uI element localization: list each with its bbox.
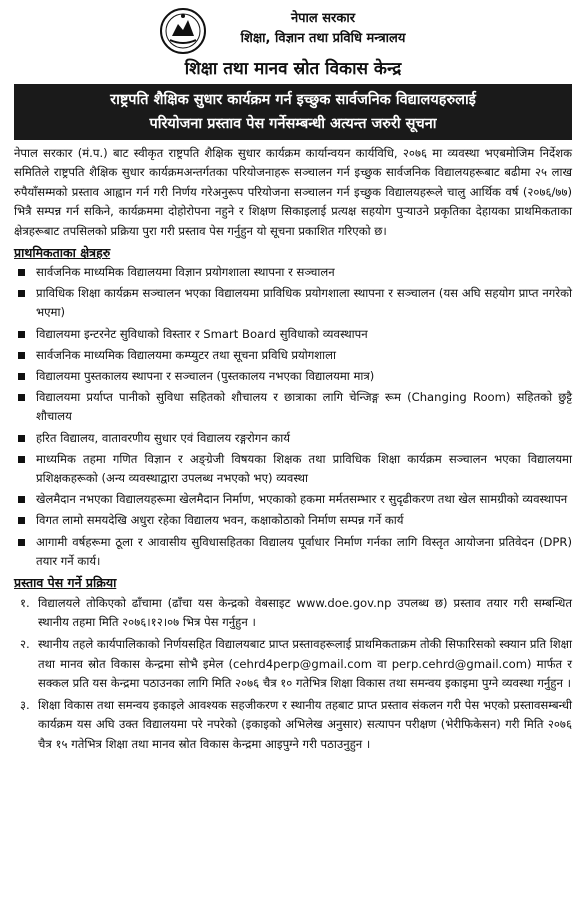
list-item: सार्वजनिक माध्यमिक विद्यालयमा कम्प्युटर तथा सूचना प्रविधि प्रयोगशाला: [14, 346, 572, 365]
list-item: विद्यालयमा इन्टरनेट सुविधाको विस्तार र Smart Board सुविधाको व्यवस्थापन: [14, 325, 572, 344]
bullet-square-icon: [18, 539, 25, 546]
header: [10, 0, 576, 84]
list-item: विगत लामो समयदेखि अधुरा रहेका विद्यालय भवन, कक्षाकोठाको निर्माण सम्पन्न गर्ने कार्य: [14, 511, 572, 530]
list-item: सार्वजनिक माध्यमिक विद्यालयमा विज्ञान प्रयोगशाला स्थापना र सञ्चालन: [14, 263, 572, 282]
bullet-square-icon: [18, 331, 25, 338]
bullet-square-icon: [18, 517, 25, 524]
government-name: नेपाल सरकार: [290, 11, 356, 26]
banner-line-2: परियोजना प्रस्ताव पेस गर्नेसम्बन्धी अत्यन्त जरुरी सूचना: [149, 116, 437, 132]
list-item: विद्यालयमा पुस्तकालय स्थापना र सञ्चालन (पुस्तकालय नभएका विद्यालयमा मात्र): [14, 367, 572, 386]
intro-paragraph: नेपाल सरकार (मं.प.) बाट स्वीकृत राष्ट्रपति शैक्षिक सुधार कार्यक्रम कार्यान्वयन कार्यविधि, २०७६ मा व्यवस्था भएबमोजिम निर्देशक समितिले राष्ट्रपति शैक्षिक सुधार कार्यक्रमअन्तर्गतका परियोजनाहरू सञ्चालन गर्न इच्छुक सार्वजनिक विद्यालयहरूबाट बढीमा २५ लाख रुपैयाँसम्मको प्रस्ताव आह्वान गर्न गरी निर्णय गरेअनुरूप परियोजना सञ्चालन गर्न इच्छुक विद्यालयहरूले चालु आर्थिक वर्ष (२०७६/७७) भित्रै सम्पन्न गर्न सकिने, कार्यक्रममा दोहोरोपना नहुने र शिक्षण सिकाइलाई प्रत्यक्ष सहयोग पुऱ्याउने प्रकृतिका देहायका प्राथमिकताका क्षेत्रहरूबाट तपसिलको प्रक्रिया पुरा गरी प्रस्ताव पेस गर्नुहुन यो सूचना प्रकाशित गरिएको छ।: [14, 146, 572, 238]
bullet-square-icon: [18, 496, 25, 503]
list-item: विद्यालयमा प्रर्याप्त पानीको सुविधा सहितको शौचालय र छात्राका लागि चेन्जिङ्ग रूम (Changing Room) सहितको छुट्टै शौचालय: [14, 388, 572, 426]
priority-list: [10, 263, 576, 571]
ministry-name: शिक्षा, विज्ञान तथा प्रविधि मन्त्रालय: [240, 31, 406, 46]
bullet-square-icon: [18, 269, 25, 276]
list-item: आगामी वर्षहरूमा ठूला र आवासीय सुविधासहितका विद्यालय पूर्वाधार निर्माण गर्नका लागि विस्तृत आयोजना प्रतिवेदन (DPR) तयार गर्ने कार्य।: [14, 533, 572, 571]
notice-title-banner: [14, 84, 572, 140]
process-section-title: प्रस्ताव पेस गर्ने प्रक्रिया: [14, 575, 117, 591]
bullet-square-icon: [18, 290, 25, 297]
process-steps: [10, 594, 576, 754]
bullet-square-icon: [18, 456, 25, 463]
list-item: हरित विद्यालय, वातावरणीय सुधार एवं विद्यालय रङ्गरोगन कार्य: [14, 429, 572, 448]
step-number: २.: [20, 637, 30, 652]
bullet-square-icon: [18, 435, 25, 442]
list-item: माध्यमिक तहमा गणित विज्ञान र अङ्ग्रेजी विषयका शिक्षक तथा प्राविधिक शिक्षा कार्यक्रम सञ्चालन भएका विद्यालयमा प्रशिक्षकहरूको (अन्य व्यवस्थाद्वारा उपलब्ध नभएको भए) व्यवस्था: [14, 450, 572, 488]
center-name: शिक्षा तथा मानव स्रोत विकास केन्द्र: [184, 59, 402, 79]
step-number: ३.: [20, 698, 30, 713]
step-number: १.: [20, 596, 30, 611]
banner-line-1: राष्ट्रपति शैक्षिक सुधार कार्यक्रम गर्न इच्छुक सार्वजनिक विद्यालयहरुलाई: [110, 92, 476, 108]
bullet-square-icon: [18, 373, 25, 380]
process-step: २. स्थानीय तहले कार्यपालिकाको निर्णयसहित विद्यालयबाट प्राप्त प्रस्तावहरूलाई प्राथमिकताक्रम तोकी सिफारिसको स्क्यान प्रति शिक्षा तथा मानव स्रोत विकास केन्द्रमा सोभै इमेल (cehrd4perp@gmail.com वा perp.cehrd@gmail.com) मार्फत र सक्कल प्रति यस केन्द्रमा पठाउनका लागि मिति २०७६ चैत्र १० गतेभित्र शिक्षा विकास तथा समन्वय इकाइमा पुग्ने व्यवस्था गर्नुहुन ।: [20, 637, 572, 690]
priority-section-title: प्राथमिकताका क्षेत्रहरु: [14, 245, 111, 261]
process-step: १. विद्यालयले तोकिएको ढाँचामा (ढाँचा यस केन्द्रको वेबसाइट www.doe.gov.np उपलब्ध छ) प्रस्ताव तयार गरी सम्बन्धित स्थानीय तहमा मिति २०७६।१२।०७ भित्र पेस गर्नुहुन ।: [20, 596, 572, 630]
bullet-square-icon: [18, 394, 25, 401]
list-item: खेलमैदान नभएका विद्यालयहरूमा खेलमैदान निर्माण, भएकाको हकमा मर्मतसम्भार र सुदृढीकरण तथा खेल सामग्रीको व्यवस्थापन: [14, 490, 572, 509]
process-step: ३. शिक्षा विकास तथा समन्वय इकाइले आवश्यक सहजीकरण र स्थानीय तहबाट प्राप्त प्रस्ताव संकलन गरी पेस भएको प्रस्तावसम्बन्धी कार्यक्रम यस अघि उक्त विद्यालयमा परे नपरेको (इकाइको अभिलेख अनुसार) सत्यापन परीक्षण (भेरीफिकेसन) गरी मिति २०७६ चैत्र १५ गतेभित्र शिक्षा तथा मानव स्रोत विकास केन्द्रमा आइपुग्ने गरी पठाउनुहुन ।: [20, 698, 572, 751]
list-item: प्राविधिक शिक्षा कार्यक्रम सञ्चालन भएका विद्यालयमा प्राविधिक प्रयोगशाला स्थापना र सञ्चालन (यस अघि सहयोग प्राप्त नगरेको भएमा): [14, 284, 572, 322]
bullet-square-icon: [18, 352, 25, 359]
